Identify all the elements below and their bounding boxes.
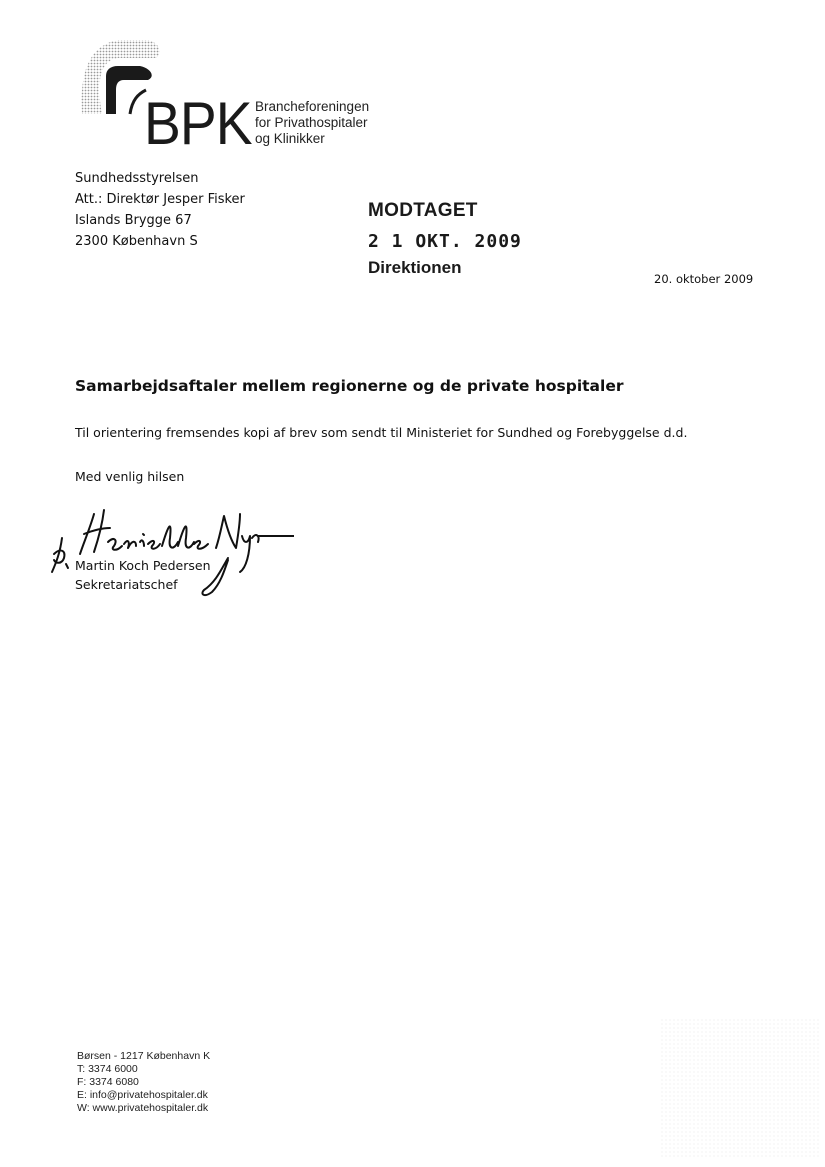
signer-block (75, 556, 211, 594)
footer-contact (77, 1050, 210, 1115)
footer-phone: T: 3374 6000 (77, 1063, 138, 1075)
recipient-address (75, 168, 245, 252)
received-stamp (368, 200, 522, 278)
footer-address: Børsen - 1217 København K (77, 1050, 211, 1062)
letterhead-logo (78, 38, 378, 158)
stamp-received-label: MODTAGET (368, 200, 478, 221)
recipient-line: Sundhedsstyrelsen (75, 171, 199, 186)
footer-website: W: www.privatehospitaler.dk (77, 1102, 209, 1114)
recipient-line: Islands Brygge 67 (75, 213, 192, 228)
recipient-line: 2300 København S (75, 234, 198, 249)
recipient-line: Att.: Direktør Jesper Fisker (75, 192, 245, 207)
org-line: for Privathospitaler (255, 115, 368, 130)
signer-name: Martin Koch Pedersen (75, 558, 211, 573)
organization-name (255, 99, 369, 147)
org-line: Brancheforeningen (255, 99, 370, 114)
letter-date: 20. oktober 2009 (654, 272, 754, 286)
logo-letters: BPK (144, 90, 252, 157)
org-line: og Klinikker (255, 131, 325, 146)
letter-body: Til orientering fremsendes kopi af brev som sendt til Ministeriet for Sundhed og Forebyggelse d.d. (75, 425, 688, 440)
scan-artifact (660, 1018, 820, 1158)
signer-title: Sekretariatschef (75, 577, 178, 592)
footer-fax: F: 3374 6080 (77, 1076, 139, 1088)
letter-subject: Samarbejdsaftaler mellem regionerne og de private hospitaler (75, 377, 624, 395)
stamp-department: Direktionen (368, 258, 462, 277)
stamp-date: 2 1 OKT. 2009 (368, 231, 522, 252)
closing-greeting: Med venlig hilsen (75, 469, 185, 484)
footer-email: E: info@privatehospitaler.dk (77, 1089, 208, 1101)
